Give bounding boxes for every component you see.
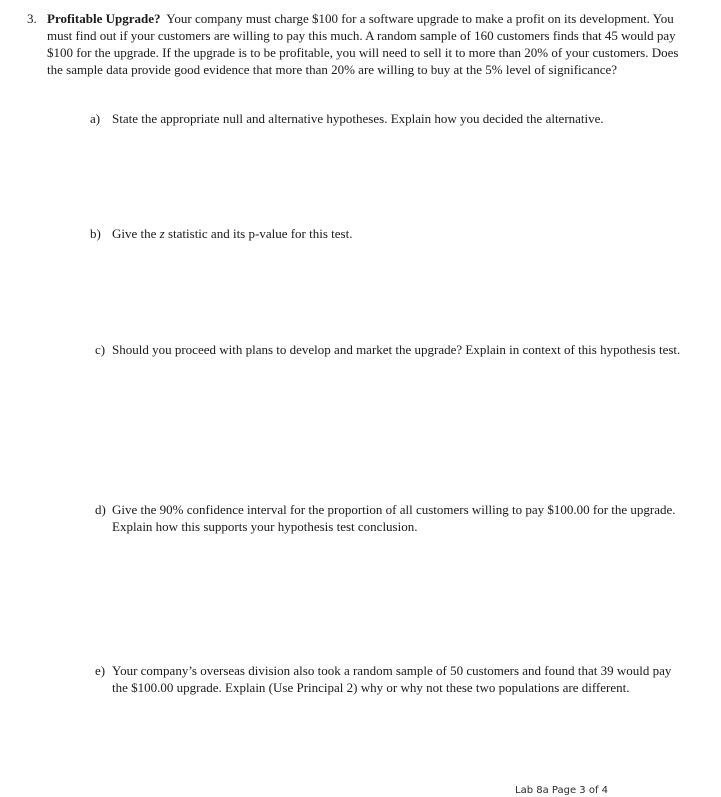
question-title: Profitable Upgrade? [47, 11, 161, 26]
part-c-letter: c) [95, 342, 106, 357]
part-b-letter: b) [90, 226, 101, 241]
part-d-text: Give the 90% confidence interval for the proportion of all customers willing to pay $100.00 for the upgrade. Explain how this supports your hypothesis test conclusion. [112, 502, 676, 534]
part-a-letter: a) [90, 111, 101, 126]
part-c [95, 341, 685, 358]
part-d-letter: d) [95, 502, 106, 517]
part-b-text-before: Give the [112, 226, 160, 241]
part-b-z-symbol: z [159, 226, 165, 241]
part-b-text-after: statistic and its p-value for this test. [164, 226, 353, 241]
part-c-text: Should you proceed with plans to develop and market the upgrade? Explain in context of this hypothesis test. [112, 342, 681, 357]
question-number: 3. [27, 11, 37, 26]
part-e-text: Your company’s overseas division also took a random sample of 50 customers and found that 39 would pay the $100.00 upgrade. Explain (Use Principal 2) why or why not these two populations are different. [112, 663, 672, 695]
part-e [95, 662, 685, 696]
part-b [90, 225, 680, 242]
question-text: Your company must charge $100 for a software upgrade to make a profit on its development. You must find out if your customers are willing to pay this much. A random sample of 160 customers finds that 45 would pay $100 for the upgrade. If the upgrade is to be profitable, you will need to sell it to more than 20% of your customers. Does the sample data provide good evidence that more than 20% are willing to buy at the 5% level of significance? [47, 11, 679, 77]
part-b-text [112, 225, 680, 242]
part-e-letter: e) [95, 663, 106, 678]
part-a-text: State the appropriate null and alternative hypotheses. Explain how you decided the alternative. [112, 111, 604, 126]
page-footer: Lab 8a Page 3 of 4 [515, 785, 609, 796]
question-prompt [47, 10, 687, 78]
part-d [95, 501, 685, 535]
part-a [90, 110, 680, 127]
